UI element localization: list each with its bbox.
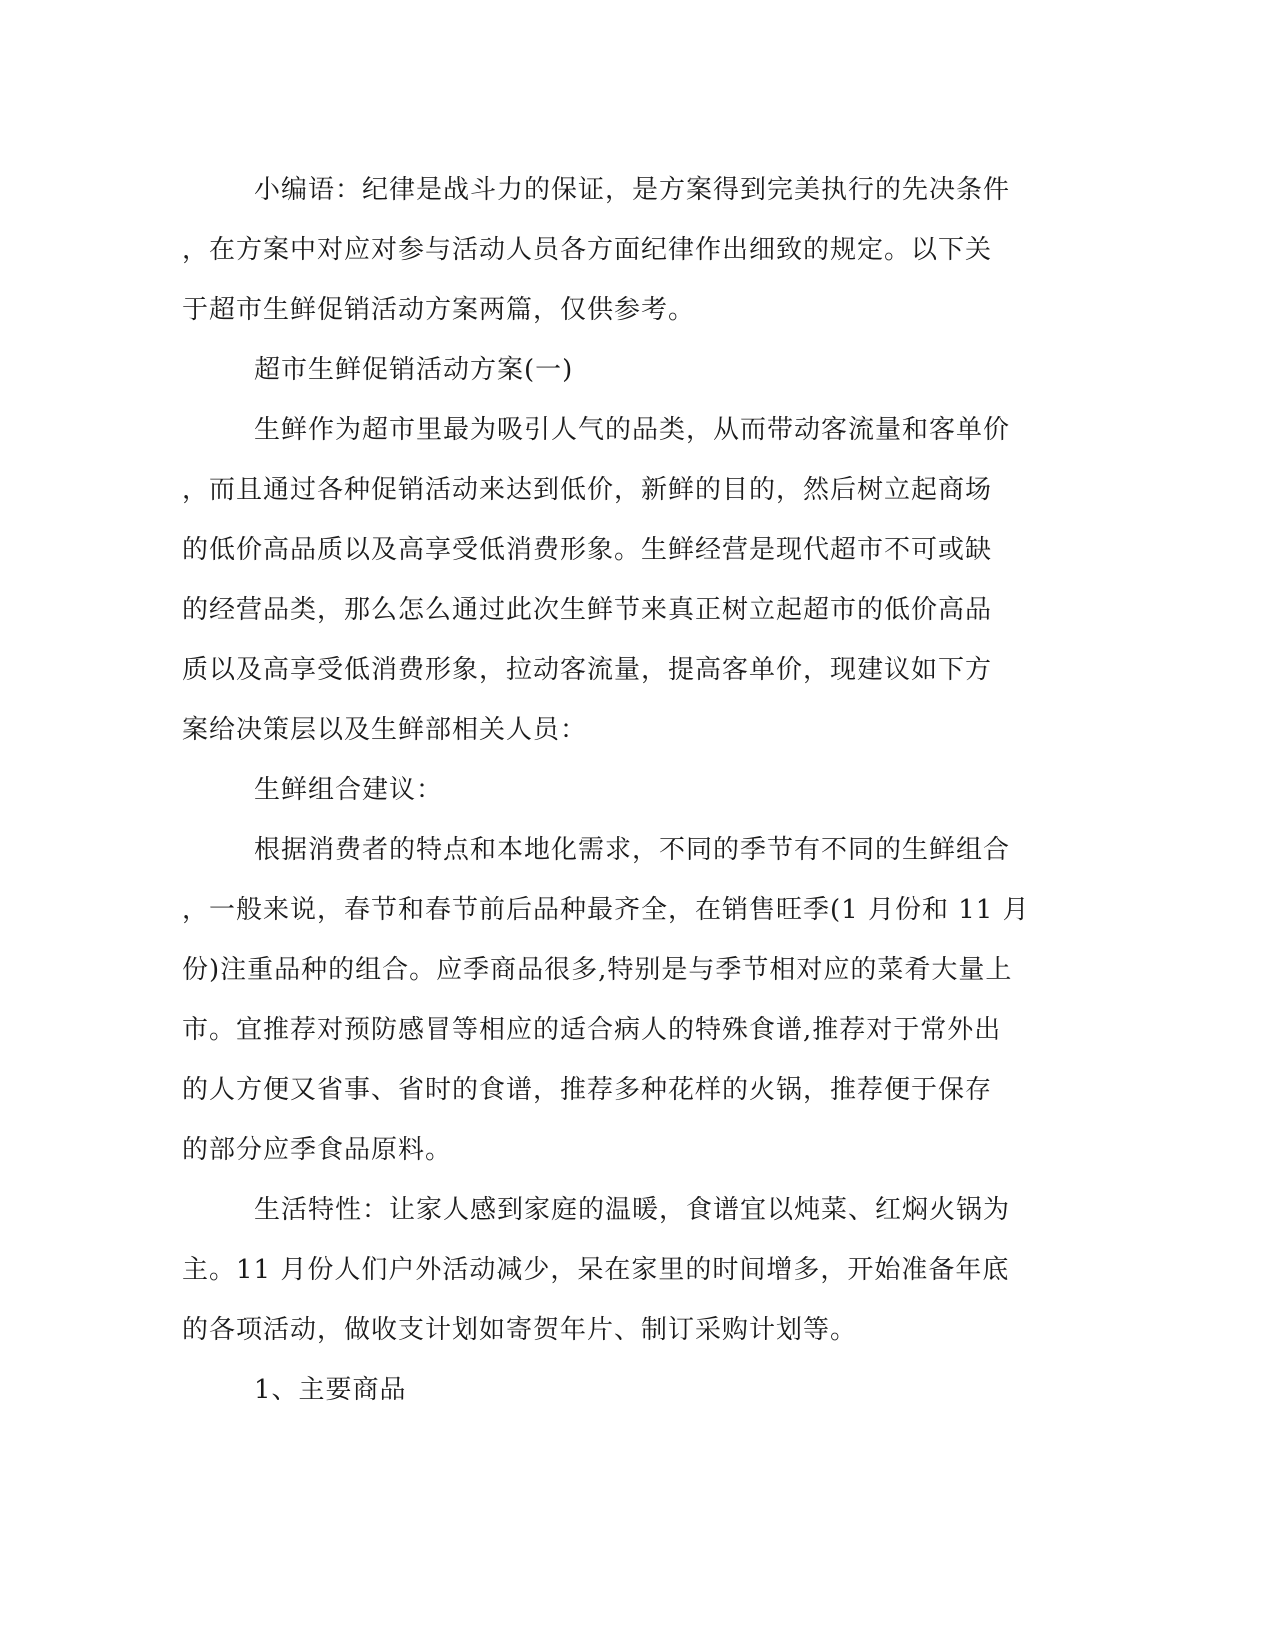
text-line: 的部分应季食品原料。 (182, 1135, 453, 1165)
text-line: 生鲜作为超市里最为吸引人气的品类，从而带动客流量和客单价 (254, 415, 1011, 445)
heading-line: 超市生鲜促销活动方案(一) (254, 355, 574, 385)
heading-line: 生鲜组合建议： (254, 775, 444, 805)
text-line: ，一般来说，春节和春节前后品种最齐全，在销售旺季(1 月份和 11 月 (182, 895, 1030, 925)
text-line: 的经营品类，那么怎么通过此次生鲜节来真正树立起超市的低价高品 (182, 595, 993, 625)
text-line: 的人方便又省事、省时的食谱，推荐多种花样的火锅，推荐便于保存 (182, 1075, 993, 1105)
text-line: 质以及高享受低消费形象，拉动客流量，提高客单价，现建议如下方 (182, 655, 993, 685)
text-line: 根据消费者的特点和本地化需求，不同的季节有不同的生鲜组合 (254, 835, 1011, 865)
heading-line: 1、主要商品 (254, 1375, 407, 1405)
paragraph-intro (182, 160, 1032, 340)
text-line: ，在方案中对应对参与活动人员各方面纪律作出细致的规定。以下关 (182, 235, 993, 265)
subheading-main-products (182, 1360, 1032, 1420)
text-line: 的低价高品质以及高享受低消费形象。生鲜经营是现代超市不可或缺 (182, 535, 993, 565)
text-line: 主。11 月份人们户外活动减少，呆在家里的时间增多，开始准备年底 (182, 1255, 1010, 1285)
text-line: 市。宜推荐对预防感冒等相应的适合病人的特殊食谱,推荐对于常外出 (182, 1015, 1002, 1045)
document-body (182, 160, 1032, 1420)
text-line: ，而且通过各种促销活动来达到低价，新鲜的目的，然后树立起商场 (182, 475, 993, 505)
text-line: 案给决策层以及生鲜部相关人员： (182, 715, 588, 745)
section-heading (182, 340, 1032, 400)
text-line: 的各项活动，做收支计划如寄贺年片、制订采购计划等。 (182, 1315, 858, 1345)
text-line: 份)注重品种的组合。应季商品很多,特别是与季节相对应的菜肴大量上 (182, 955, 1013, 985)
paragraph-combination (182, 820, 1032, 1180)
text-line: 生活特性：让家人感到家庭的温暖，食谱宜以炖菜、红焖火锅为 (254, 1195, 1011, 1225)
paragraph-lifestyle (182, 1180, 1032, 1360)
paragraph-overview (182, 400, 1032, 760)
subheading-combination (182, 760, 1032, 820)
text-line: 小编语：纪律是战斗力的保证，是方案得到完美执行的先决条件 (254, 175, 1011, 205)
text-line: 于超市生鲜促销活动方案两篇，仅供参考。 (182, 295, 696, 325)
